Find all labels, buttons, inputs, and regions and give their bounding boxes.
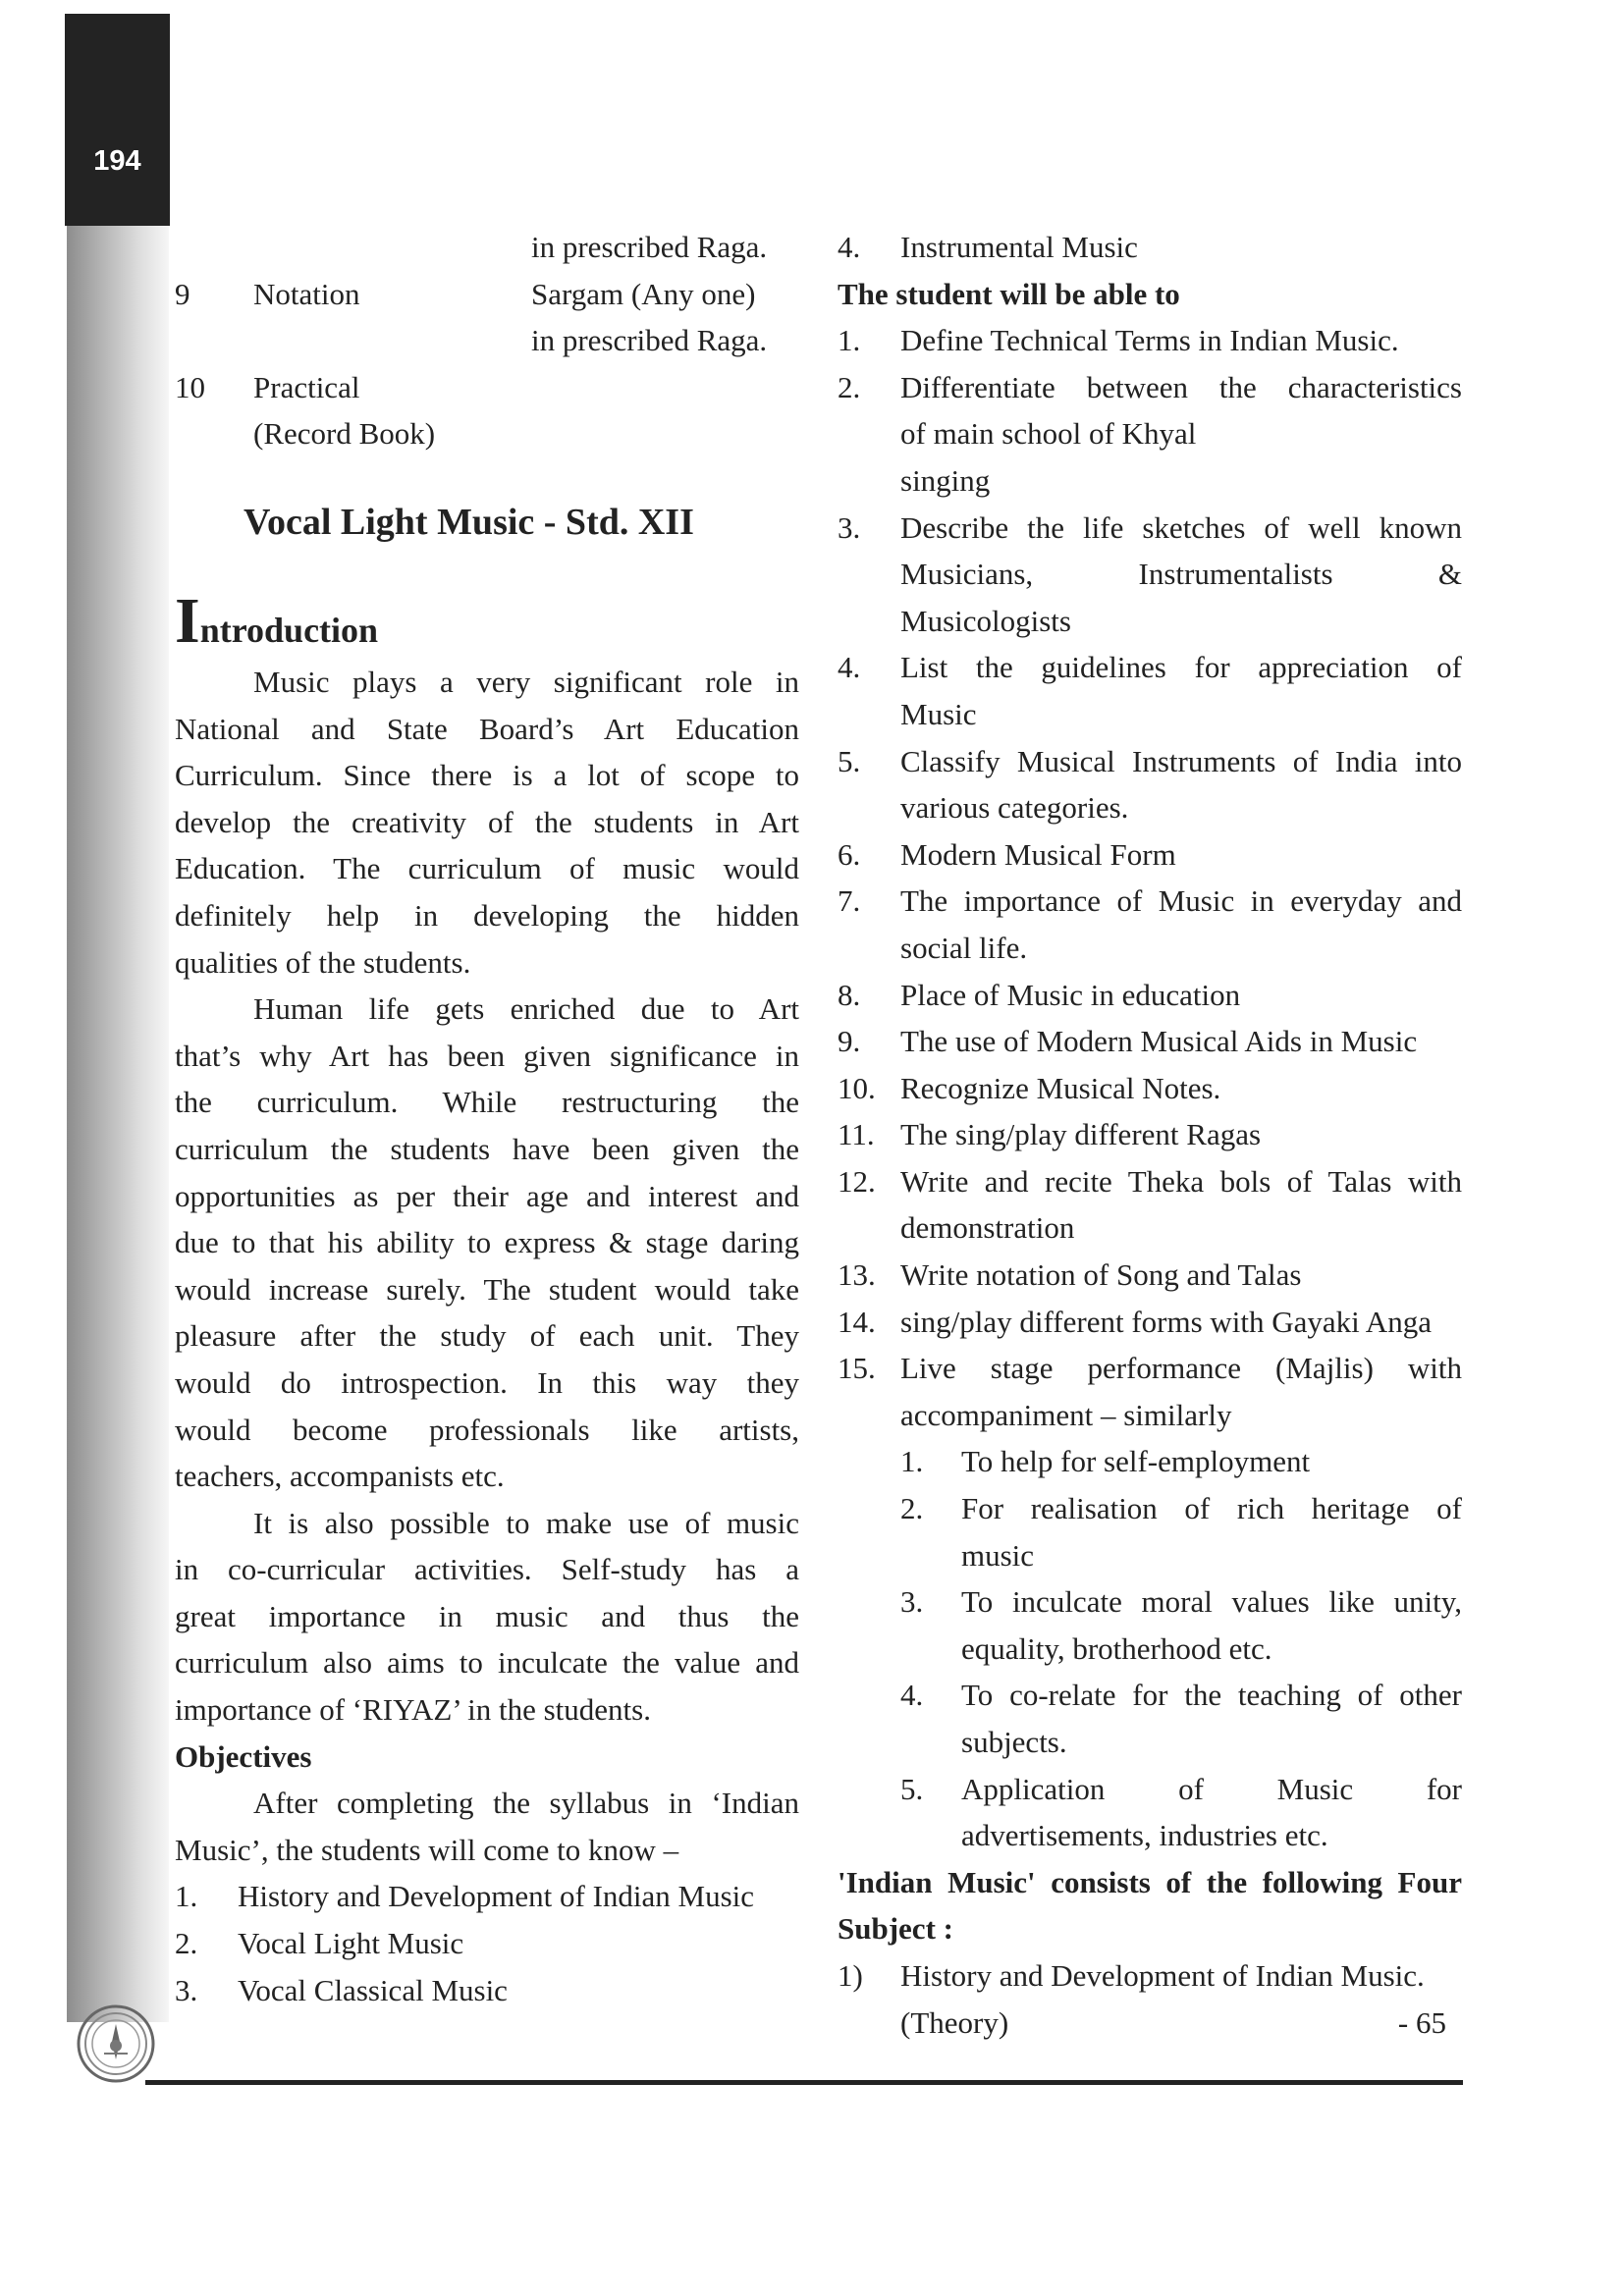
list-text: The sing/play different Ragas [900,1117,1262,1152]
table-cell-no: 10 [175,369,205,404]
right-column [838,224,1462,2046]
list-number: 5. [838,743,861,778]
list-text: various categories. [900,790,1129,826]
subjects-heading: Subject : [838,1911,953,1947]
sub-list-item [900,1438,1462,1485]
list-text: List the guidelines for appreciation of [900,650,1462,685]
list-text: Musicians, Instrumentalists & [900,557,1462,592]
text-line: would increase surely. The student would take [175,1271,799,1307]
list-text: The use of Modern Musical Aids in Music [900,1024,1418,1059]
list-item [838,644,1462,737]
intro-heading [175,585,379,657]
list-item [838,1252,1462,1299]
drop-cap: I [175,585,200,657]
list-item [838,1345,1462,1438]
list-text: (Theory) [900,2004,1009,2040]
list-text: social life. [900,930,1028,965]
list-number: 4. [900,1678,924,1713]
list-item [838,1158,1462,1252]
sidebar-tab [65,14,170,226]
sub-list-item [900,1578,1462,1672]
list-text: sing/play different forms with Gayaki Anga [900,1304,1432,1339]
text-line: Music plays a very significant role in [253,665,799,699]
list-text: equality, brotherhood etc. [961,1630,1272,1666]
list-text: Define Technical Terms in Indian Music. [900,323,1399,358]
list-item [838,1065,1462,1112]
marks-value: - 65 [1397,2004,1446,2040]
list-item [175,1920,799,1967]
sub-list-item [900,1485,1462,1578]
text-line: that’s why Art has been given significance in [175,1038,799,1073]
table-row [175,410,799,457]
text-line: develop the creativity of the students in Art [175,804,799,839]
text-line: Human life gets enriched due to Art [253,991,799,1027]
list-item [838,317,1462,364]
list-text: Place of Music in education [900,977,1241,1012]
section-heading: Vocal Light Music - Std. XII [243,502,694,543]
table-cell-desc: in prescribed Raga. [531,230,768,264]
text-line: opportunities as per their age and interest and [175,1178,799,1213]
text-line: definitely help in developing the hidden [175,897,799,933]
table-cell-no: 9 [175,276,190,311]
list-number: 1) [838,1957,863,1993]
sub-list-item [900,1672,1462,1765]
list-number: 5. [900,1771,924,1806]
left-column [175,659,799,2013]
list-item [838,505,1462,645]
text-line: curriculum the students have been given the [175,1131,799,1166]
list-text: Instrumental Music [900,230,1138,264]
list-item [838,1299,1462,1346]
list-number: 1. [838,323,861,358]
footer-rule [145,2080,1463,2085]
list-text: Recognize Musical Notes. [900,1070,1221,1105]
table-cell-desc: Sargam (Any one) [531,276,756,311]
table-cell-item: Practical [253,369,360,404]
list-number: 12. [838,1163,876,1199]
list-number: 15. [838,1351,876,1386]
list-text: History and Development of Indian Music. [900,1957,1425,1993]
board-emblem-icon [75,2002,157,2085]
list-text: Music [900,696,977,731]
text-line: due to that his ability to express & stage daring [175,1225,799,1260]
text-line: qualities of the students. [175,944,471,980]
marks-table [175,224,799,457]
sub-list-item [900,1766,1462,1859]
intro-paragraph-3 [175,1500,799,1734]
list-item [838,738,1462,831]
list-item [838,878,1462,971]
list-text: singing [900,462,991,498]
list-number: 3. [900,1584,924,1620]
list-text: Vocal Light Music [238,1926,464,1961]
list-text: Vocal Classical Music [238,1972,508,2007]
list-item [175,1967,799,2014]
sidebar-band [67,226,169,2022]
list-number: 7. [838,883,861,919]
table-row [175,224,799,271]
list-number: 6. [838,836,861,872]
text-line: It is also possible to make use of music [253,1505,799,1540]
text-line: After completing the syllabus in ‘Indian [253,1786,799,1821]
list-text: demonstration [900,1210,1075,1246]
text-line: pleasure after the study of each unit. They [175,1318,799,1354]
list-text: Live stage performance (Majlis) with [900,1351,1462,1386]
list-number: 3. [175,1972,198,2007]
intro-heading-text: ntroduction [199,611,379,650]
list-item [175,1873,799,1920]
list-item [838,972,1462,1019]
list-text: For realisation of rich heritage of [961,1491,1462,1526]
list-text: music [961,1537,1035,1573]
table-row [175,271,799,318]
table-cell-item: (Record Book) [253,416,436,452]
list-item [838,831,1462,879]
text-line: great importance in music and thus the [175,1598,799,1633]
list-item [838,1018,1462,1065]
list-text: Classify Musical Instruments of India into [900,743,1462,778]
list-text: of main school of Khyal [900,416,1197,452]
text-line: the curriculum. While restructuring the [175,1085,799,1120]
list-number: 1. [900,1444,924,1479]
page-number: 194 [93,145,141,177]
text-line: would do introspection. In this way they [175,1364,799,1400]
list-number: 9. [838,1024,861,1059]
text-line: importance of ‘RIYAZ’ in the students. [175,1692,651,1728]
list-text: To co-relate for the teaching of other [961,1678,1462,1713]
text-line: Music’, the students will come to know – [175,1832,679,1867]
subjects-heading: 'Indian Music' consists of the following Four [838,1864,1462,1899]
table-row [175,317,799,364]
list-text: Differentiate between the characteristics [900,369,1462,404]
list-number: 3. [838,509,861,545]
list-number: 1. [175,1879,198,1914]
list-number: 4. [838,650,861,685]
list-number: 2. [900,1491,924,1526]
text-line: teachers, accompanists etc. [175,1459,505,1494]
list-text: To help for self-employment [961,1444,1311,1479]
list-item [838,1111,1462,1158]
intro-paragraph-1 [175,659,799,986]
list-text: The importance of Music in everyday and [900,883,1462,919]
text-line: Education. The curriculum of music would [175,851,799,886]
list-number: 2. [838,369,861,404]
table-cell-desc: in prescribed Raga. [531,323,768,358]
list-number: 11. [838,1117,875,1152]
list-number: 2. [175,1926,198,1961]
list-text: To inculcate moral values like unity, [961,1584,1462,1620]
list-text: History and Development of Indian Music [238,1879,755,1914]
list-text: Musicologists [900,603,1071,638]
list-item [838,1952,1462,2046]
list-text: Modern Musical Form [900,836,1176,872]
list-text: Describe the life sketches of well known [900,509,1462,545]
list-text: accompaniment – similarly [900,1397,1232,1432]
table-row [175,364,799,411]
text-line: Curriculum. Since there is a lot of scope to [175,758,799,793]
abilities-heading: The student will be able to [838,276,1180,311]
list-number: 4. [838,230,861,264]
list-text-row [900,2000,1462,2047]
objectives-heading: Objectives [175,1738,312,1774]
list-text: advertisements, industries etc. [961,1818,1328,1853]
text-line: in co-curricular activities. Self-study has a [175,1552,799,1587]
intro-paragraph-2 [175,986,799,1500]
list-number: 8. [838,977,861,1012]
text-line: curriculum also aims to inculcate the value and [175,1645,799,1681]
list-item [838,224,1462,271]
list-number: 10. [838,1070,876,1105]
text-line: National and State Board’s Art Education [175,711,799,746]
list-number: 13. [838,1257,876,1293]
list-number: 14. [838,1304,876,1339]
list-text: Write notation of Song and Talas [900,1257,1302,1293]
list-text: subjects. [961,1725,1067,1759]
table-cell-item: Notation [253,276,360,311]
list-item [838,364,1462,505]
list-text: Application of Music for [961,1771,1462,1806]
list-text: Write and recite Theka bols of Talas with [900,1163,1462,1199]
text-line: would become professionals like artists, [175,1412,799,1447]
